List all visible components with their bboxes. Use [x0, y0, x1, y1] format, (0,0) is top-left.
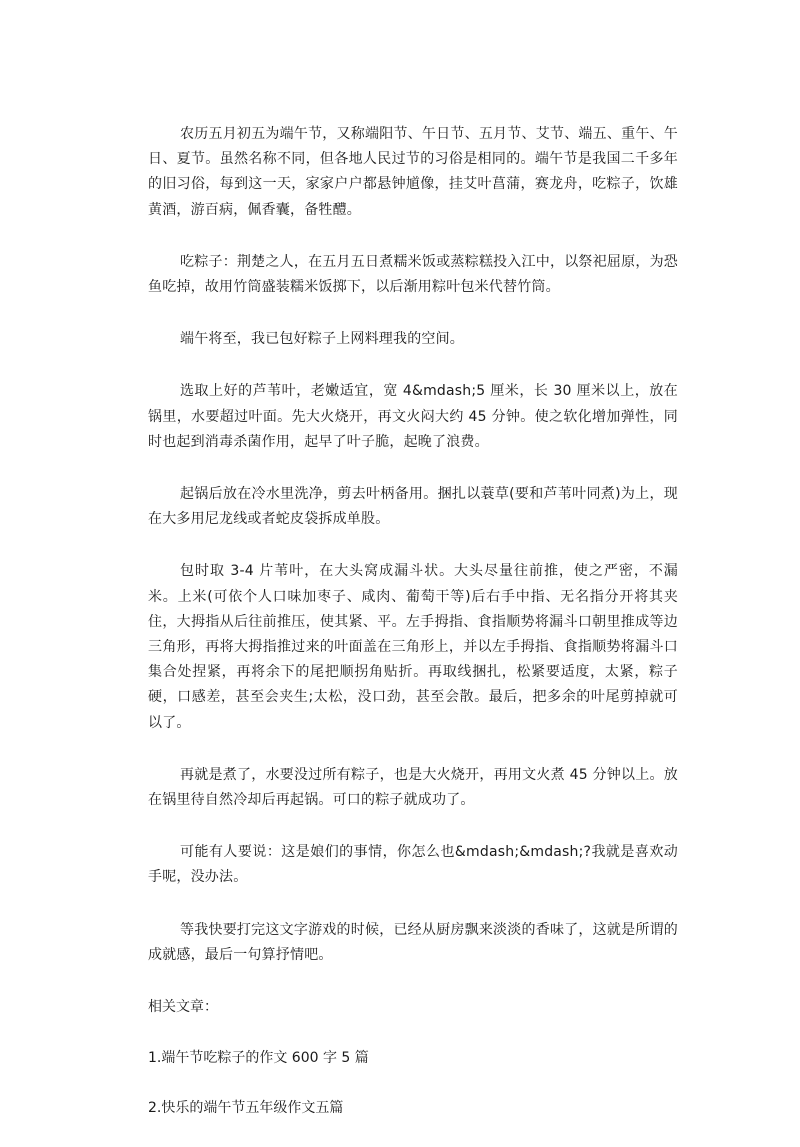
paragraph-select-leaves: 选取上好的芦苇叶，老嫩适宜，宽 4&mdash;5 厘米，长 30 厘米以上，放在锅里，水要超过叶面。先大火烧开，再文火闷大约 45 分钟。使之软化增加弹性，同时也起到消毒杀菌作用，起早了叶子脆，起晚了浪费。 [148, 383, 678, 450]
related-article-link-1[interactable]: 1.端午节吃粽子的作文 600 字 5 篇 [148, 1050, 369, 1067]
article-body [148, 122, 678, 1147]
paragraph-intro: 农历五月初五为端午节，又称端阳节、午日节、五月节、艾节、端五、重午、午日、夏节。虽然名称不同，但各地人民过节的习俗是相同的。端午节是我国二千多年的旧习俗，每到这一天，家家户户都悬钟馗像，挂艾叶菖蒲，赛龙舟，吃粽子，饮雄黄酒，游百病，佩香囊，备牲醴。 [148, 126, 678, 218]
paragraph-wrapping: 包时取 3-4 片苇叶，在大头窝成漏斗状。大头尽量往前推，使之严密，不漏米。上米(可依个人口味加枣子、咸肉、葡萄干等)后右手中指、无名指分开将其夹住，大拇指从后往前推压，使其紧、平。左手拇指、食指顺势将漏斗口朝里推成等边三角形，再将大拇指推过来的叶面盖在三角形上，并以左手拇指、食指顺势将漏斗口集合处捏紧，再将余下的尾把顺拐角贴折。再取线捆扎，松紧要适度，太紧，粽子硬，口感差，甚至会夹生;太松，没口劲，甚至会散。最后，把多余的叶尾剪掉就可以了。 [148, 563, 678, 731]
related-article-link-2[interactable]: 2.快乐的端午节五年级作文五篇 [148, 1100, 344, 1117]
paragraph-conclusion: 等我快要打完这文字游戏的时候，已经从厨房飘来淡淡的香味了，这就是所谓的成就感，最后一句算抒情吧。 [148, 921, 678, 963]
paragraph-preparation: 端午将至，我已包好粽子上网料理我的空间。 [180, 331, 464, 348]
paragraph-cooking: 再就是煮了，水要没过所有粽子，也是大火烧开，再用文火煮 45 分钟以上。放在锅里待自然冷却后再起锅。可口的粽子就成功了。 [148, 766, 678, 809]
related-articles-heading: 相关文章： [148, 999, 218, 1016]
paragraph-eating-zongzi: 吃粽子：荆楚之人，在五月五日煮糯米饭或蒸粽糕投入江中，以祭祀屈原，为恐鱼吃掉，故用竹筒盛装糯米饭掷下，以后渐用粽叶包米代替竹筒。 [148, 253, 678, 296]
paragraph-remark: 可能有人要说：这是娘们的事情，你怎么也&mdash;&mdash;?我就是喜欢动手呢，没办法。 [148, 844, 678, 886]
related-articles-list [148, 1046, 678, 1121]
paragraph-wash-leaves: 起锅后放在冷水里洗净，剪去叶柄备用。捆扎以蓑草(要和芦苇叶同煮)为上，现在大多用尼龙线或者蛇皮袋拆成单股。 [148, 486, 678, 528]
